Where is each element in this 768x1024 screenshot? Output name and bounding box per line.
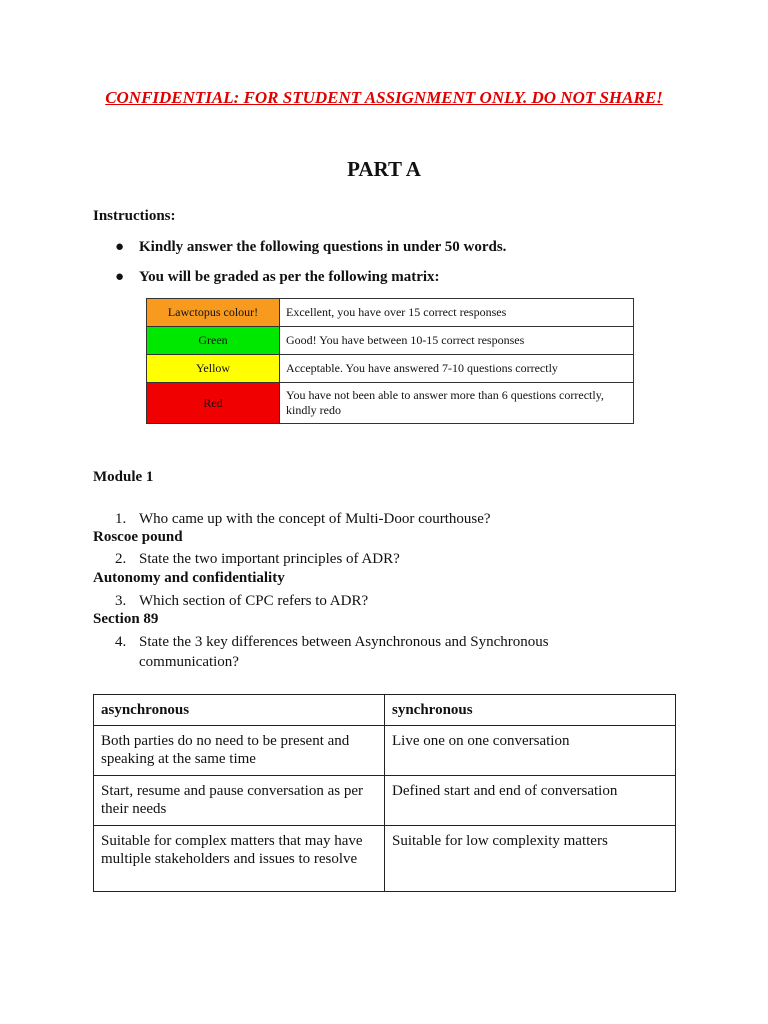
question-number: 3. [115, 593, 127, 609]
table-cell: Suitable for low complexity matters [385, 826, 676, 892]
module-title: Module 1 [93, 469, 154, 485]
grade-description: You have not been able to answer more than 6 questions correctly, kindly redo [280, 383, 634, 424]
grading-matrix [146, 298, 634, 424]
question-text: Who came up with the concept of Multi-Door courthouse? [139, 511, 491, 527]
question-text: Which section of CPC refers to ADR? [139, 593, 369, 609]
table-cell: Both parties do no need to be present and speaking at the same time [94, 726, 385, 776]
grade-cell: Red [147, 383, 280, 424]
table-row [94, 776, 676, 826]
bullet-text: You will be graded as per the following matrix: [139, 269, 440, 285]
grade-cell: Lawctopus colour! [147, 299, 280, 327]
table-cell: Defined start and end of conversation [385, 776, 676, 826]
matrix-row [147, 299, 634, 327]
question-number: 1. [115, 511, 127, 527]
table-row [94, 826, 676, 892]
answer: Section 89 [93, 611, 159, 627]
confidential-notice: CONFIDENTIAL: FOR STUDENT ASSIGNMENT ONLY. DO NOT SHARE! [105, 88, 663, 107]
table-cell: Suitable for complex matters that may have multiple stakeholders and issues to resolve [94, 826, 385, 892]
differences-table [93, 694, 676, 892]
question-number: 2. [115, 551, 127, 567]
answer: Roscoe pound [93, 529, 183, 545]
column-header: asynchronous [94, 695, 385, 726]
grade-description: Good! You have between 10-15 correct responses [280, 327, 634, 355]
instruction-bullet [115, 269, 440, 286]
grade-cell: Yellow [147, 355, 280, 383]
question [115, 509, 635, 529]
bullet-text: Kindly answer the following questions in under 50 words. [139, 239, 507, 255]
table-row [94, 726, 676, 776]
question [115, 591, 635, 611]
question-text: State the 3 key differences between Asynchronous and Synchronous communication? [139, 634, 549, 670]
grade-description: Excellent, you have over 15 correct responses [280, 299, 634, 327]
answer: Autonomy and confidentiality [93, 570, 285, 586]
matrix-row [147, 383, 634, 424]
question-number: 4. [115, 634, 127, 650]
table-cell: Start, resume and pause conversation as per their needs [94, 776, 385, 826]
matrix-row [147, 355, 634, 383]
question-text: State the two important principles of ADR? [139, 551, 400, 567]
instructions-label: Instructions: [93, 208, 176, 224]
part-title: PART A [347, 157, 421, 181]
question [115, 549, 635, 569]
matrix-row [147, 327, 634, 355]
table-cell: Live one on one conversation [385, 726, 676, 776]
column-header: synchronous [385, 695, 676, 726]
instruction-bullet [115, 239, 506, 256]
bullet-icon: ● [115, 269, 125, 285]
table-header-row [94, 695, 676, 726]
grade-cell: Green [147, 327, 280, 355]
bullet-icon: ● [115, 239, 125, 255]
grade-description: Acceptable. You have answered 7-10 questions correctly [280, 355, 634, 383]
question [115, 632, 635, 672]
